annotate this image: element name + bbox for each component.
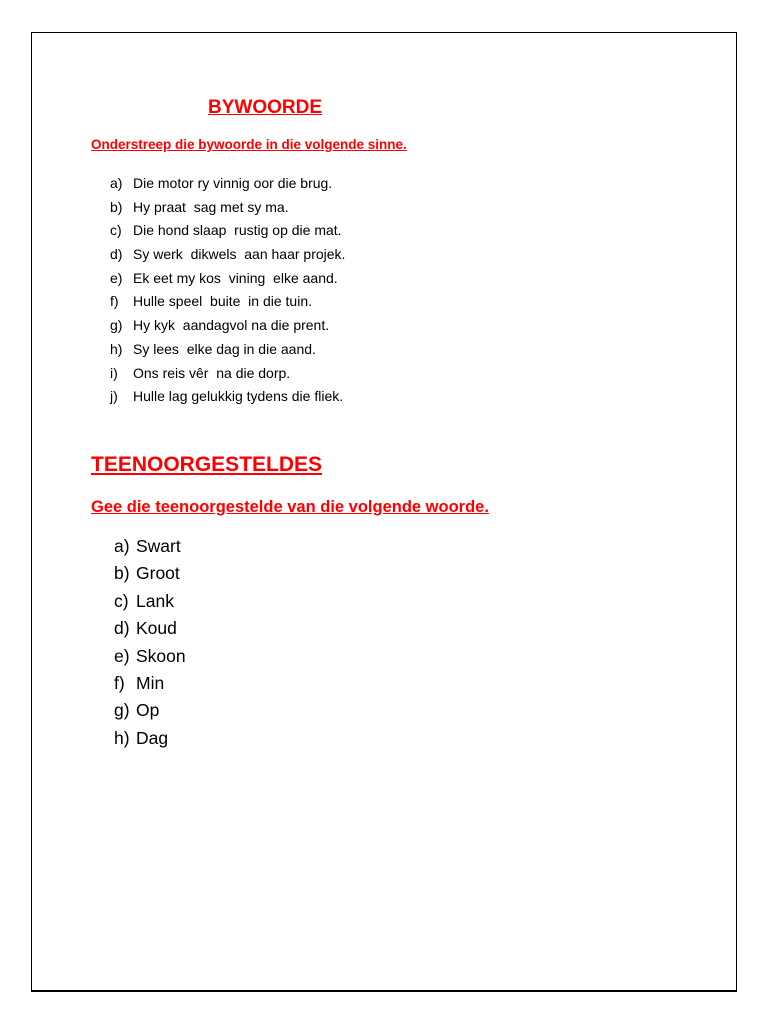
list-marker: j) xyxy=(110,388,118,405)
section-instruction-bywoorde: Onderstreep die bywoorde in die volgende sinne. xyxy=(91,137,407,152)
list-marker: b) xyxy=(110,198,123,215)
list-marker: e) xyxy=(114,645,130,666)
sentence-text: Die motor ry vinnig oor die brug. xyxy=(133,175,333,191)
word-text: Min xyxy=(136,672,165,693)
sentence-text: Sy lees elke dag in die aand. xyxy=(133,340,316,357)
list-marker: d) xyxy=(110,246,123,263)
list-item xyxy=(110,219,345,243)
sentence-text: Hy kyk aandagvol na die prent. xyxy=(133,317,330,334)
sentence-text: Ons reis vêr na die dorp. xyxy=(133,364,291,381)
sentence-text: Sy werk dikwels aan haar projek. xyxy=(133,246,346,263)
word-text: Swart xyxy=(136,536,181,556)
list-marker: f) xyxy=(114,672,125,693)
section-instruction-teenoorgesteldes: Gee die teenoorgestelde van die volgende woorde. xyxy=(91,498,489,516)
list-item xyxy=(110,172,345,196)
list-item xyxy=(114,533,186,560)
list-marker: a) xyxy=(114,536,130,556)
list-marker: g) xyxy=(110,317,123,334)
section-title-teenoorgesteldes: TEENOORGESTELDES xyxy=(91,453,323,476)
list-marker: i) xyxy=(110,364,118,381)
word-text: Lank xyxy=(136,590,174,611)
list-item xyxy=(110,362,345,386)
sentence-text: Hy praat sag met sy ma. xyxy=(133,198,289,215)
sentence-text: Hulle speel buite in die tuin. xyxy=(133,293,312,310)
word-text: Dag xyxy=(136,727,169,748)
list-item xyxy=(114,588,186,615)
word-text: Op xyxy=(136,700,160,721)
list-marker: g) xyxy=(114,700,130,721)
list-marker: h) xyxy=(110,340,123,357)
list-item xyxy=(114,697,186,724)
list-marker: h) xyxy=(114,727,130,748)
list-item xyxy=(110,196,345,220)
list-item xyxy=(110,338,345,362)
word-text: Skoon xyxy=(136,645,186,666)
list-marker: c) xyxy=(110,222,122,239)
list-item xyxy=(114,725,186,752)
bywoorde-list xyxy=(110,172,345,409)
list-item xyxy=(114,560,186,587)
list-item xyxy=(114,670,186,697)
sentence-text: Die hond slaap rustig op die mat. xyxy=(133,222,342,239)
section-title-bywoorde: BYWOORDE xyxy=(208,97,322,118)
word-text: Groot xyxy=(136,563,180,584)
list-item xyxy=(110,385,345,409)
list-item xyxy=(110,290,345,314)
list-item xyxy=(110,267,345,291)
list-item xyxy=(114,615,186,642)
sentence-text: Hulle lag gelukkig tydens die fliek. xyxy=(133,388,344,405)
list-marker: a) xyxy=(110,175,123,191)
list-item xyxy=(110,243,345,267)
word-text: Koud xyxy=(136,618,177,639)
list-marker: f) xyxy=(110,293,119,310)
worksheet-page xyxy=(31,32,737,992)
list-marker: b) xyxy=(114,563,130,584)
list-marker: d) xyxy=(114,618,130,639)
teenoorgesteldes-list xyxy=(114,533,186,752)
list-item xyxy=(114,643,186,670)
list-marker: c) xyxy=(114,590,129,611)
list-marker: e) xyxy=(110,269,123,286)
sentence-text: Ek eet my kos vining elke aand. xyxy=(133,269,338,286)
list-item xyxy=(110,314,345,338)
